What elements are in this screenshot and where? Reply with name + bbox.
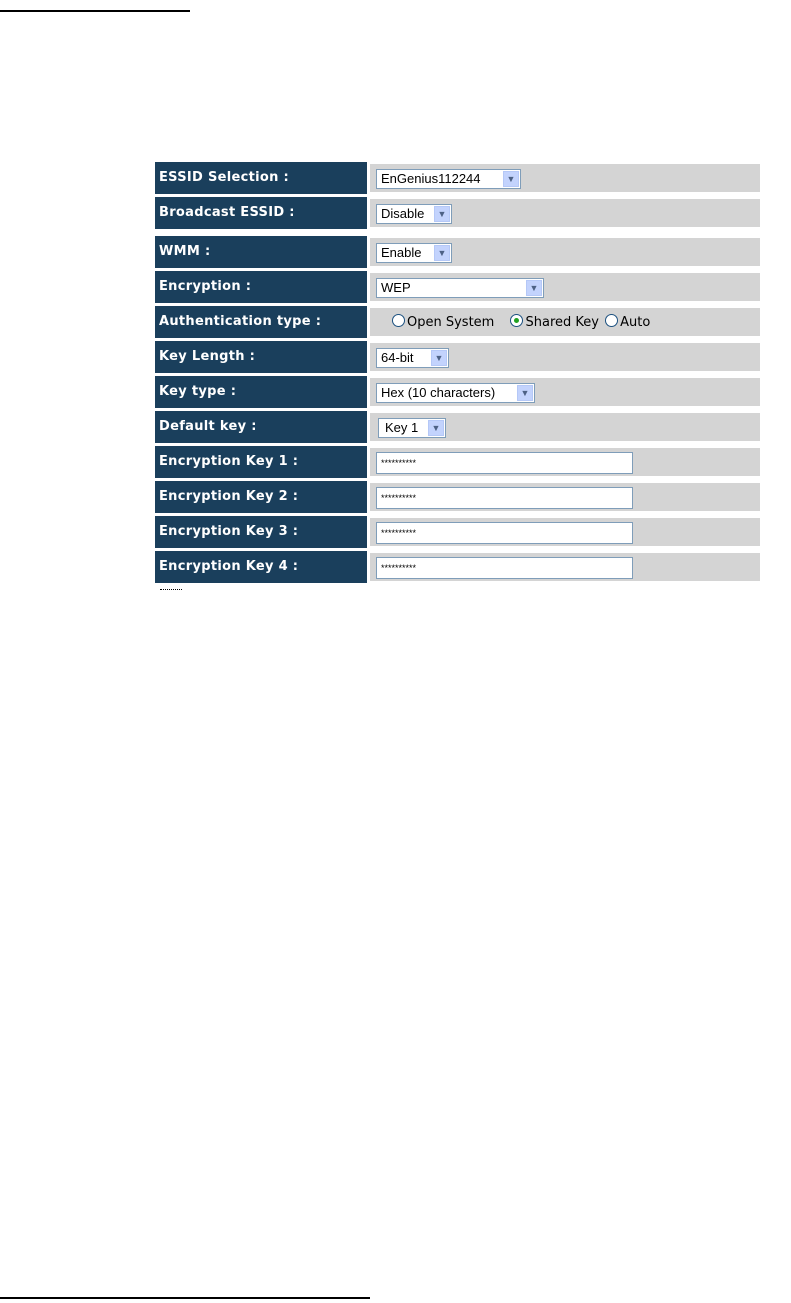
radio-unchecked-icon[interactable] <box>392 314 405 327</box>
broadcast-essid-selected: Disable <box>381 206 425 221</box>
authentication-type-value-cell <box>370 308 760 336</box>
essid-selection-selected: EnGenius112244 <box>381 171 481 186</box>
default-key-select[interactable] <box>378 418 446 438</box>
encryption-key-3-row <box>155 516 760 548</box>
radio-shared-key-label: Shared Key <box>525 315 599 330</box>
default-key-row <box>155 411 760 443</box>
key-type-selected: Hex (10 characters) <box>381 385 496 400</box>
encryption-key-2-input[interactable]: ********** <box>376 487 633 509</box>
default-key-value-cell <box>370 413 760 441</box>
key-length-selected: 64-bit <box>381 350 414 365</box>
authentication-type-row <box>155 306 760 338</box>
key-type-select[interactable] <box>376 383 535 403</box>
key-length-label: Key Length : <box>155 341 367 373</box>
encryption-value-cell <box>370 273 760 301</box>
key-type-label: Key type : <box>155 376 367 408</box>
encryption-row <box>155 271 760 303</box>
top-rule <box>0 10 190 12</box>
essid-selection-select[interactable] <box>376 169 521 189</box>
encryption-key-1-label: Encryption Key 1 : <box>155 446 367 478</box>
encryption-select[interactable] <box>376 278 544 298</box>
chevron-down-icon[interactable]: ▼ <box>526 280 542 296</box>
chevron-down-icon[interactable]: ▼ <box>517 385 533 401</box>
radio-auto-label: Auto <box>620 315 651 330</box>
broadcast-essid-value-cell <box>370 199 760 227</box>
broadcast-essid-select[interactable] <box>376 204 452 224</box>
wireless-security-settings <box>155 162 760 586</box>
essid-selection-row <box>155 162 760 194</box>
chevron-down-icon[interactable]: ▼ <box>434 245 450 261</box>
wmm-row <box>155 236 760 268</box>
essid-selection-value-cell <box>370 164 760 192</box>
essid-selection-label: ESSID Selection : <box>155 162 367 194</box>
key-type-value-cell <box>370 378 760 406</box>
wmm-label: WMM : <box>155 236 367 268</box>
encryption-key-4-value-cell <box>370 553 760 581</box>
radio-unchecked-icon[interactable] <box>605 314 618 327</box>
radio-checked-icon[interactable] <box>510 314 523 327</box>
wmm-value-cell <box>370 238 760 266</box>
encryption-key-3-input[interactable]: ********** <box>376 522 633 544</box>
key-type-row <box>155 376 760 408</box>
bottom-rule <box>0 1297 370 1299</box>
radio-shared-key[interactable] <box>510 314 598 331</box>
encryption-key-1-value-cell <box>370 448 760 476</box>
encryption-selected: WEP <box>381 280 411 295</box>
encryption-key-1-row <box>155 446 760 478</box>
encryption-key-3-label: Encryption Key 3 : <box>155 516 367 548</box>
radio-open-system-label: Open System <box>407 315 495 330</box>
chevron-down-icon[interactable]: ▼ <box>503 171 519 187</box>
default-key-selected: Key 1 <box>385 420 419 435</box>
encryption-key-2-label: Encryption Key 2 : <box>155 481 367 513</box>
encryption-key-1-input[interactable]: ********** <box>376 452 633 474</box>
encryption-key-4-label: Encryption Key 4 : <box>155 551 367 583</box>
default-key-label: Default key : <box>155 411 367 443</box>
key-length-select[interactable] <box>376 348 449 368</box>
key-length-value-cell <box>370 343 760 371</box>
radio-open-system[interactable] <box>392 314 494 331</box>
authentication-type-label: Authentication type : <box>155 306 367 338</box>
wmm-select[interactable] <box>376 243 452 263</box>
broadcast-essid-label: Broadcast ESSID : <box>155 197 367 229</box>
broadcast-essid-row <box>155 197 760 229</box>
radio-auto[interactable] <box>605 314 650 331</box>
encryption-key-2-row <box>155 481 760 513</box>
encryption-key-4-row <box>155 551 760 583</box>
focus-dotted-mark <box>160 589 182 591</box>
wmm-selected: Enable <box>381 245 422 260</box>
encryption-key-3-value-cell <box>370 518 760 546</box>
chevron-down-icon[interactable]: ▼ <box>434 206 450 222</box>
encryption-key-4-input[interactable]: ********** <box>376 557 633 579</box>
encryption-key-2-value-cell <box>370 483 760 511</box>
chevron-down-icon[interactable]: ▼ <box>431 350 447 366</box>
encryption-label: Encryption : <box>155 271 367 303</box>
chevron-down-icon[interactable]: ▼ <box>428 420 444 436</box>
key-length-row <box>155 341 760 373</box>
authentication-type-radio-group <box>392 314 650 331</box>
